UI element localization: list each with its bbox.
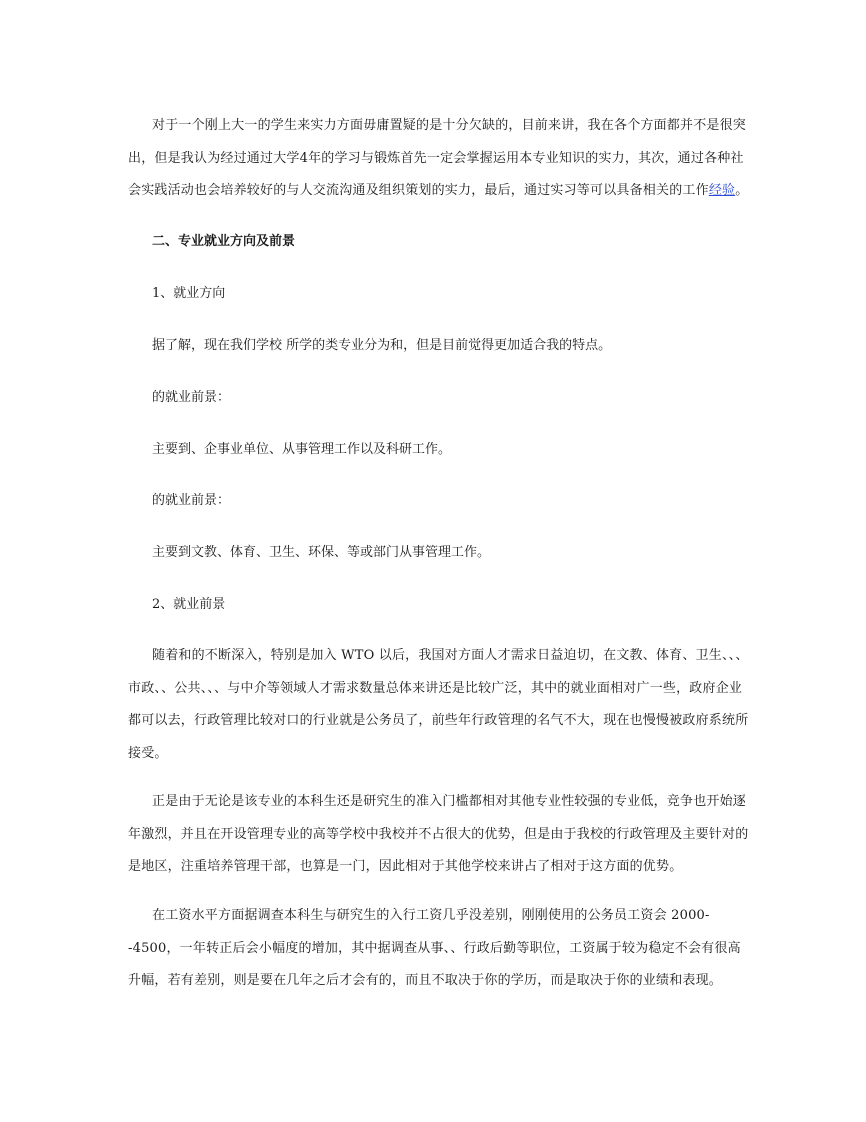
intro-text-end: 。: [735, 183, 749, 198]
subsection-title-employment-prospect: 2、就业前景: [152, 597, 226, 612]
salary-paragraph: 在工资水平方面据调查本科生与研究生的入行工资几乎没差别，刚刚使用的公务员工资会 2000--4500，一年转正后会小幅度的增加，其中据调查从事、、行政后勤等职位，工资属于较为稳定不会有很高升幅，若有差别，则是要在几年之后才会有的，而且不取决于你的学历，而是取决于你的业绩和表现。: [128, 908, 741, 988]
competition-paragraph: 正是由于无论是该专业的本科生还是研究生的准入门槛都相对其他专业性较强的专业低，竞争也开始逐年激烈，并且在开设管理专业的高等学校中我校并不占很大的优势，但是由于我校的行政管理及主要针对的是地区，注重培养管理干部，也算是一门，因此相对于其他学校来讲占了相对于这方面的优势。: [128, 794, 749, 874]
experience-link[interactable]: 经验: [708, 183, 736, 198]
prospect-text-2: 主要到文教、体育、卫生、环保、等或部门从事管理工作。: [152, 545, 491, 560]
major-division-paragraph: 据了解，现在我们学校 所学的类专业分为和，但是目前觉得更加适合我的特点。: [152, 338, 612, 353]
prospect-label-2: 的就业前景：: [152, 493, 231, 508]
intro-paragraph: [128, 110, 750, 208]
subsection-title-employment-direction: 1、就业方向: [152, 286, 226, 301]
prospect-text-1: 主要到、企事业单位、从事管理工作以及科研工作。: [152, 442, 452, 457]
intro-text: 对于一个刚上大一的学生来实力方面毋庸置疑的是十分欠缺的，目前来讲，我在各个方面都并不是很突出，但是我认为经过通过大学4年的学习与锻炼首先一定会掌握运用本专业知识的实力，其次，通过各种社会实践活动也会培养较好的与人交流沟通及组织策划的实力，最后，通过实习等可以具备相关的工作: [128, 118, 747, 198]
demand-paragraph: 随着和的不断深入，特别是加入 WTO 以后，我国对方面人才需求日益迫切，在文教、体育、卫生、、、市政、、公共、、、与中介等领域人才需求数量总体来讲还是比较广泛，其中的就业面相对广一些，政府企业都可以去，行政管理比较对口的行业就是公务员了，前些年行政管理的名气不大，现在也慢慢被政府系统所接受。: [128, 648, 749, 761]
prospect-label-1: 的就业前景：: [152, 390, 231, 405]
section-heading: 二、专业就业方向及前景: [152, 234, 296, 249]
